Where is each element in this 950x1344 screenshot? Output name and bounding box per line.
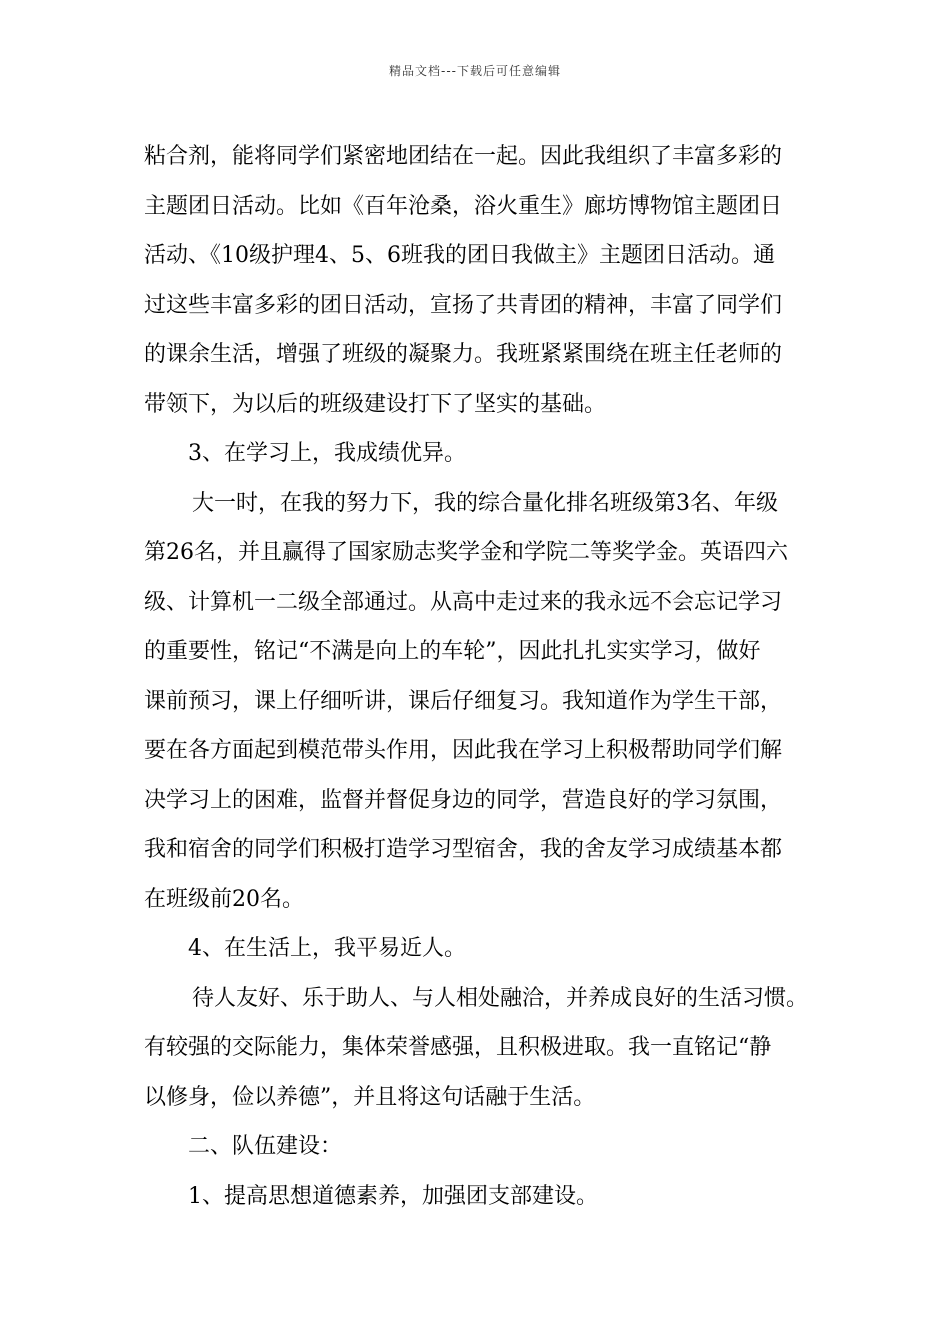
paragraph-start: 待人友好、乐于助人、与人相处融洽，并养成良好的生活习惯。 xyxy=(192,985,809,1011)
section-heading: 1、提高思想道德素养，加强团支部建设。 xyxy=(188,1183,598,1209)
paragraph-start: 大一时，在我的努力下，我的综合量化排名班级第3名、年级 xyxy=(192,490,778,516)
section-heading: 二、队伍建设： xyxy=(188,1134,343,1159)
document-body xyxy=(144,132,816,1221)
text-line: 的重要性，铭记“不满是向上的车轮”，因此扎扎实实学习，做好 xyxy=(144,639,761,664)
page-header: 精品文档---下载后可任意编辑 xyxy=(389,64,561,78)
text-line: 过这些丰富多彩的团日活动，宣扬了共青团的精神，丰富了同学们 xyxy=(144,292,783,318)
section-heading: 4、在生活上，我平易近人。 xyxy=(188,936,466,961)
text-line: 我和宿舍的同学们积极打造学习型宿舍，我的舍友学习成绩基本都 xyxy=(144,837,783,862)
text-line: 决学习上的困难，监督并督促身边的同学，营造良好的学习氛围， xyxy=(144,787,783,813)
text-line: 要在各方面起到模范带头作用，因此我在学习上积极帮助同学们解 xyxy=(144,738,783,763)
text-line: 活动、《10级护理4、5、6班我的团日我做主》主题团日活动。通 xyxy=(144,243,775,268)
text-line: 第26名，并且赢得了国家励志奖学金和学院二等奖学金。英语四六 xyxy=(144,540,788,565)
text-line: 带领下，为以后的班级建设打下了坚实的基础。 xyxy=(144,391,607,417)
text-line: 级、计算机一二级全部通过。从高中走过来的我永远不会忘记学习 xyxy=(144,589,783,615)
text-line: 课前预习，课上仔细听讲，课后仔细复习。我知道作为学生干部， xyxy=(144,688,783,714)
text-line: 以修身，俭以养德”，并且将这句话融于生活。 xyxy=(144,1084,596,1110)
text-line: 主题团日活动。比如《百年沧桑，浴火重生》廊坊博物馆主题团日 xyxy=(144,193,783,219)
text-line: 在班级前20名。 xyxy=(144,886,304,912)
text-line: 的课余生活，增强了班级的凝聚力。我班紧紧围绕在班主任老师的 xyxy=(144,342,783,367)
text-line: 粘合剂，能将同学们紧密地团结在一起。因此我组织了丰富多彩的 xyxy=(144,144,783,169)
section-heading: 3、在学习上，我成绩优异。 xyxy=(188,441,466,466)
text-line: 有较强的交际能力，集体荣誉感强，且积极进取。我一直铭记“静 xyxy=(144,1035,772,1060)
